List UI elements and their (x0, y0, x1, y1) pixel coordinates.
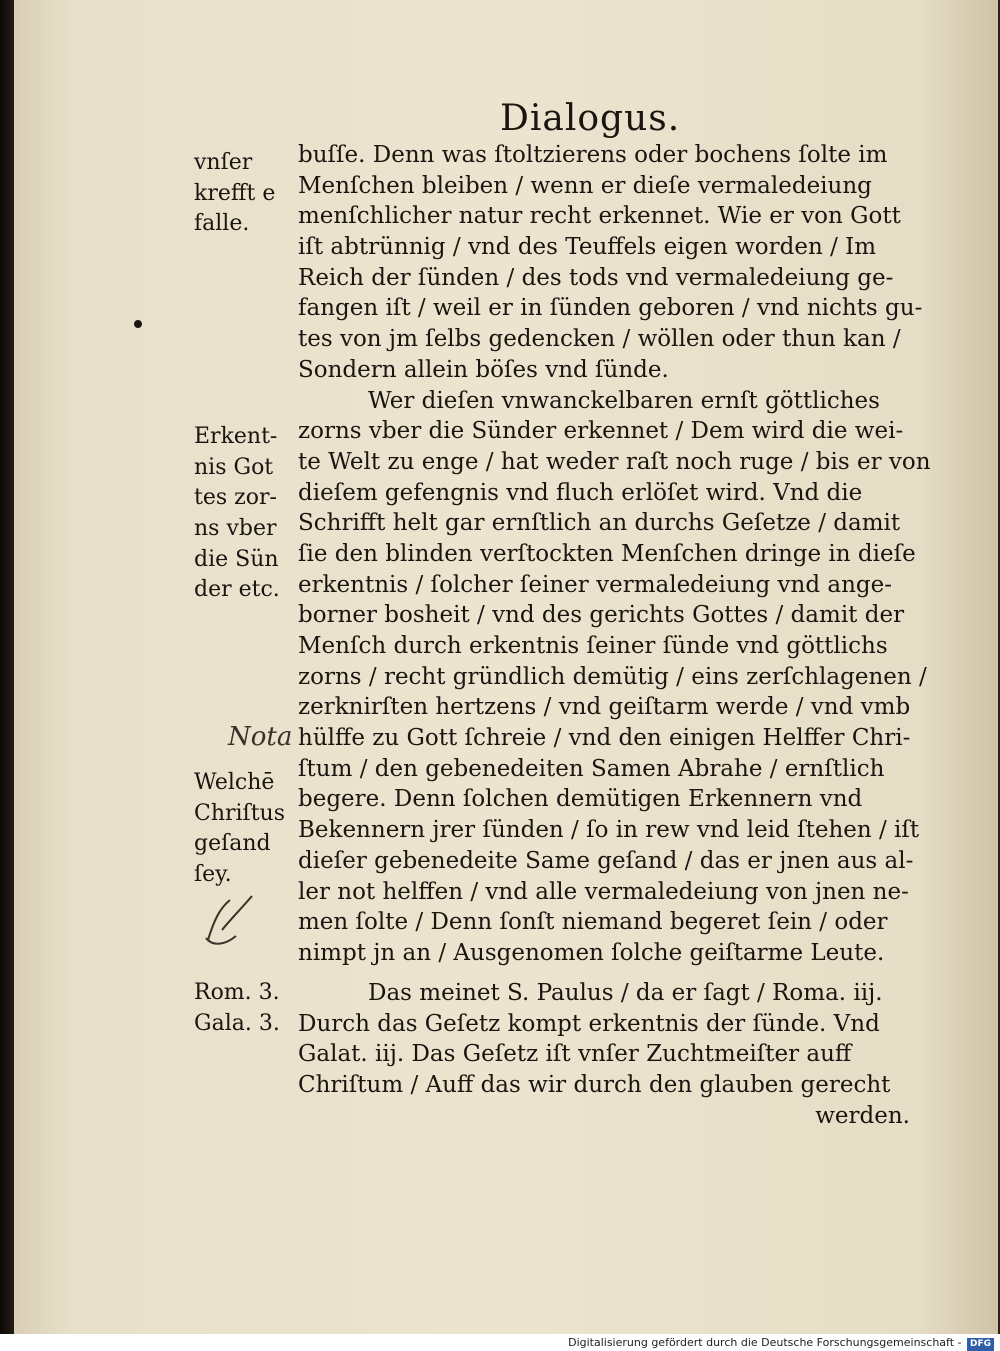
text-line: men ſolte / Denn ſonſt niemand begeret ſein / oder (298, 909, 888, 936)
text-line: zerknirſten hertzens / vnd geiſtarm werde / vnd vmb (298, 694, 911, 721)
margin-note-line: ns vber (194, 516, 277, 542)
margin-note-line: der etc. (194, 577, 280, 603)
text-line: Menſch durch erkentnis ſeiner ſünde vnd göttlichs (298, 633, 888, 659)
text-line: iſt abtrünnig / vnd des Teuffels eigen worden / Im (298, 234, 877, 261)
footer-credit-text: Digitalisierung gefördert durch die Deutsche Forschungsgemeinschaft - (568, 1336, 962, 1349)
main-text-block (298, 140, 931, 969)
text-line: Menſchen bleiben / wenn er dieſe vermaledeiung (298, 172, 872, 199)
margin-note-line: Welchē (194, 770, 275, 795)
text-line: werden. (815, 1102, 910, 1129)
margin-note-line: die Sün (194, 546, 279, 572)
text-line: Bekennern jrer ſünden / ſo in rew vnd leid ſtehen / iſt (298, 817, 920, 844)
handwritten-mark (200, 890, 260, 950)
text-line: tes von jm ſelbs gedencken / wöllen oder thun kan / (298, 326, 901, 353)
margin-note-2 (194, 422, 294, 606)
text-line: dieſer gebenedeite Same geſand / das er jnen aus al- (298, 847, 914, 874)
text-line: begere. Denn ſolchen demütigen Erkennern vnd (298, 786, 863, 813)
text-line: hülffe zu Gott ſchreie / vnd den einigen Helffer Chri- (298, 725, 911, 752)
text-line: zorns vber die Sünder erkennet / Dem wird die wei- (298, 418, 904, 445)
margin-note-line: tes zor- (194, 485, 277, 511)
text-line: borner bosheit / vnd des gerichts Gottes / damit der (298, 602, 905, 629)
text-line: Das meinet S. Paulus / da er ſagt / Roma. iij. (368, 980, 883, 1006)
second-text-block (298, 978, 910, 1131)
text-line: Reich der ſünden / des tods vnd vermaledeiung ge- (298, 264, 894, 291)
text-line: Galat. iij. Das Geſetz iſt vnſer Zuchtmeiſter auff (298, 1041, 852, 1068)
page-title: Dialogus. (500, 98, 681, 139)
margin-note-line: Rom. 3. (194, 980, 280, 1005)
footer-credit (0, 1334, 1000, 1351)
handwritten-nota: Nota (228, 722, 293, 752)
text-line: ſtum / den gebenedeiten Samen Abrahe / ernſtlich (298, 755, 885, 782)
text-line: nimpt jn an / Ausgenomen ſolche geiſtarme Leute. (298, 939, 885, 966)
text-line: ſie den blinden verſtockten Menſchen dringe in dieſe (298, 540, 916, 567)
text-line: fangen iſt / weil er in ſünden geboren / vnd nichts gu- (298, 295, 923, 322)
margin-note-3 (194, 768, 294, 891)
margin-note-line: geſand (194, 831, 271, 857)
margin-note-line: vnſer (194, 150, 253, 175)
text-line: Durch das Geſetz kompt erkentnis der ſünde. Vnd (298, 1010, 880, 1037)
margin-note-line: nis Got (194, 454, 274, 480)
text-line: Chriſtum / Auff das wir durch den glauben gerecht (298, 1072, 891, 1099)
text-line: buſſe. Denn was ſtoltzierens oder bochens ſolte im (298, 142, 888, 168)
text-line: zorns / recht gründlich demütig / eins zerſchlagenen / (298, 663, 927, 690)
text-line: Schrifft helt gar ernſtlich an durchs Geſetze / damit (298, 510, 901, 537)
margin-note-4 (194, 978, 294, 1039)
margin-note-line: falle. (194, 211, 250, 237)
margin-note-1 (194, 148, 294, 240)
text-line: dieſem gefengnis vnd fluch erlöſet wird. Vnd die (298, 479, 863, 506)
ink-dot (134, 320, 142, 328)
text-line: erkentnis / ſolcher ſeiner vermaledeiung vnd ange- (298, 571, 893, 598)
dfg-logo: DFG (967, 1338, 994, 1351)
margin-note-line: Gala. 3. (194, 1010, 280, 1036)
text-line: menſchlicher natur recht erkennet. Wie er von Gott (298, 203, 901, 230)
margin-note-line: krefft e (194, 180, 276, 206)
text-line: ler not helffen / vnd alle vermaledeiung von jnen ne- (298, 878, 909, 905)
text-line: te Welt zu enge / hat weder raſt noch ruge / bis er von (298, 448, 931, 475)
text-line: Sondern allein böſes vnd ſünde. (298, 356, 669, 383)
margin-note-line: Chriſtus (194, 800, 285, 826)
margin-note-line: Erkent- (194, 424, 278, 449)
margin-note-line: ſey. (194, 862, 232, 888)
text-line: Wer dieſen vnwanckelbaren ernſt göttliches (368, 387, 880, 414)
